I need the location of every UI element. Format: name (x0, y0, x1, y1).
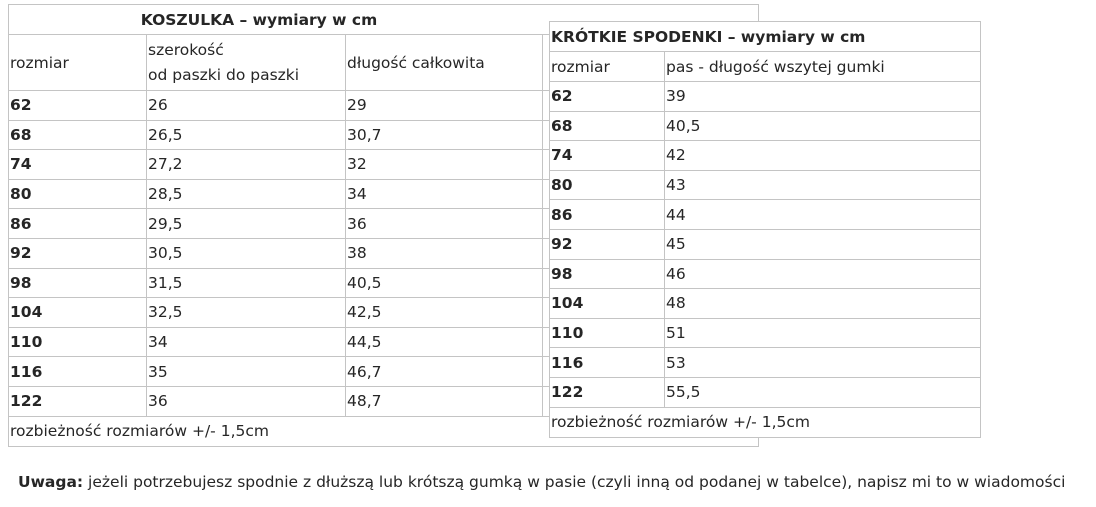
koszulka-tolerance-note: rozbieżność rozmiarów +/- 1,5cm (9, 416, 759, 446)
koszulka-length-cell: 32 (346, 150, 543, 180)
spodenki-table-row (550, 170, 981, 200)
spodenki-waist-cell: 53 (665, 348, 981, 378)
spodenki-waist-cell: 51 (665, 318, 981, 348)
spodenki-size-cell: 122 (550, 377, 665, 407)
koszulka-width-cell: 26,5 (147, 120, 346, 150)
spodenki-table-row (550, 200, 981, 230)
koszulka-header-width-line2: od paszki do paszki (148, 65, 300, 84)
spodenki-size-table (549, 21, 981, 438)
spodenki-size-cell: 98 (550, 259, 665, 289)
spodenki-table-row (550, 111, 981, 141)
spodenki-size-cell: 80 (550, 170, 665, 200)
spodenki-header-waist: pas - długość wszytej gumki (665, 52, 981, 82)
spodenki-table-row (550, 289, 981, 319)
spodenki-table-body (550, 22, 981, 438)
spodenki-waist-cell: 48 (665, 289, 981, 319)
spodenki-size-cell: 116 (550, 348, 665, 378)
koszulka-width-cell: 32,5 (147, 298, 346, 328)
koszulka-header-length: długość całkowita (346, 35, 543, 91)
spodenki-header-row (550, 52, 981, 82)
koszulka-width-cell: 35 (147, 357, 346, 387)
koszulka-header-width-line1: szerokość (148, 40, 224, 59)
koszulka-width-cell: 36 (147, 386, 346, 416)
spodenki-table-row (550, 82, 981, 112)
spodenki-waist-cell: 40,5 (665, 111, 981, 141)
koszulka-length-cell: 30,7 (346, 120, 543, 150)
spodenki-waist-cell: 45 (665, 229, 981, 259)
koszulka-length-cell: 46,7 (346, 357, 543, 387)
spodenki-waist-cell: 46 (665, 259, 981, 289)
koszulka-header-width (147, 35, 346, 91)
spodenki-table-row (550, 229, 981, 259)
koszulka-width-cell: 28,5 (147, 179, 346, 209)
koszulka-size-cell: 74 (9, 150, 147, 180)
spodenki-size-cell: 74 (550, 141, 665, 171)
koszulka-width-cell: 29,5 (147, 209, 346, 239)
koszulka-length-cell: 44,5 (346, 327, 543, 357)
koszulka-width-cell: 34 (147, 327, 346, 357)
koszulka-size-cell: 104 (9, 298, 147, 328)
koszulka-length-cell: 34 (346, 179, 543, 209)
spodenki-table-row (550, 318, 981, 348)
spodenki-note-row (550, 407, 981, 437)
spodenki-waist-cell: 39 (665, 82, 981, 112)
spodenki-table-row (550, 259, 981, 289)
koszulka-size-cell: 92 (9, 238, 147, 268)
spodenki-waist-cell: 55,5 (665, 377, 981, 407)
spodenki-tolerance-note: rozbieżność rozmiarów +/- 1,5cm (550, 407, 981, 437)
koszulka-width-cell: 27,2 (147, 150, 346, 180)
koszulka-size-cell: 68 (9, 120, 147, 150)
spodenki-waist-cell: 43 (665, 170, 981, 200)
spodenki-waist-cell: 42 (665, 141, 981, 171)
spodenki-size-cell: 86 (550, 200, 665, 230)
koszulka-size-cell: 110 (9, 327, 147, 357)
spodenki-table-row (550, 377, 981, 407)
spodenki-size-cell: 104 (550, 289, 665, 319)
spodenki-waist-cell: 44 (665, 200, 981, 230)
spodenki-title: KRÓTKIE SPODENKI – wymiary w cm (550, 22, 981, 52)
spodenki-size-cell: 92 (550, 229, 665, 259)
footnote-label: Uwaga: (18, 473, 84, 491)
koszulka-size-cell: 86 (9, 209, 147, 239)
koszulka-width-cell: 26 (147, 91, 346, 121)
koszulka-size-cell: 62 (9, 91, 147, 121)
koszulka-length-cell: 38 (346, 238, 543, 268)
koszulka-length-cell: 48,7 (346, 386, 543, 416)
koszulka-size-cell: 116 (9, 357, 147, 387)
koszulka-length-cell: 29 (346, 91, 543, 121)
spodenki-table-row (550, 348, 981, 378)
koszulka-width-cell: 31,5 (147, 268, 346, 298)
koszulka-size-cell: 122 (9, 386, 147, 416)
koszulka-length-cell: 42,5 (346, 298, 543, 328)
koszulka-length-cell: 40,5 (346, 268, 543, 298)
koszulka-length-cell: 36 (346, 209, 543, 239)
spodenki-table-row (550, 141, 981, 171)
koszulka-size-cell: 98 (9, 268, 147, 298)
spodenki-header-size: rozmiar (550, 52, 665, 82)
spodenki-size-cell: 62 (550, 82, 665, 112)
spodenki-size-cell: 68 (550, 111, 665, 141)
footnote-text: jeżeli potrzebujesz spodnie z dłuższą lub krótszą gumką w pasie (czyli inną od podanej w tabelce), napisz mi to w wiadomości (83, 473, 1066, 491)
koszulka-title: KOSZULKA – wymiary w cm (9, 5, 759, 35)
koszulka-header-size: rozmiar (9, 35, 147, 91)
koszulka-width-cell: 30,5 (147, 238, 346, 268)
spodenki-size-cell: 110 (550, 318, 665, 348)
spodenki-title-row (550, 22, 981, 52)
koszulka-size-cell: 80 (9, 179, 147, 209)
footnote (18, 473, 1096, 491)
